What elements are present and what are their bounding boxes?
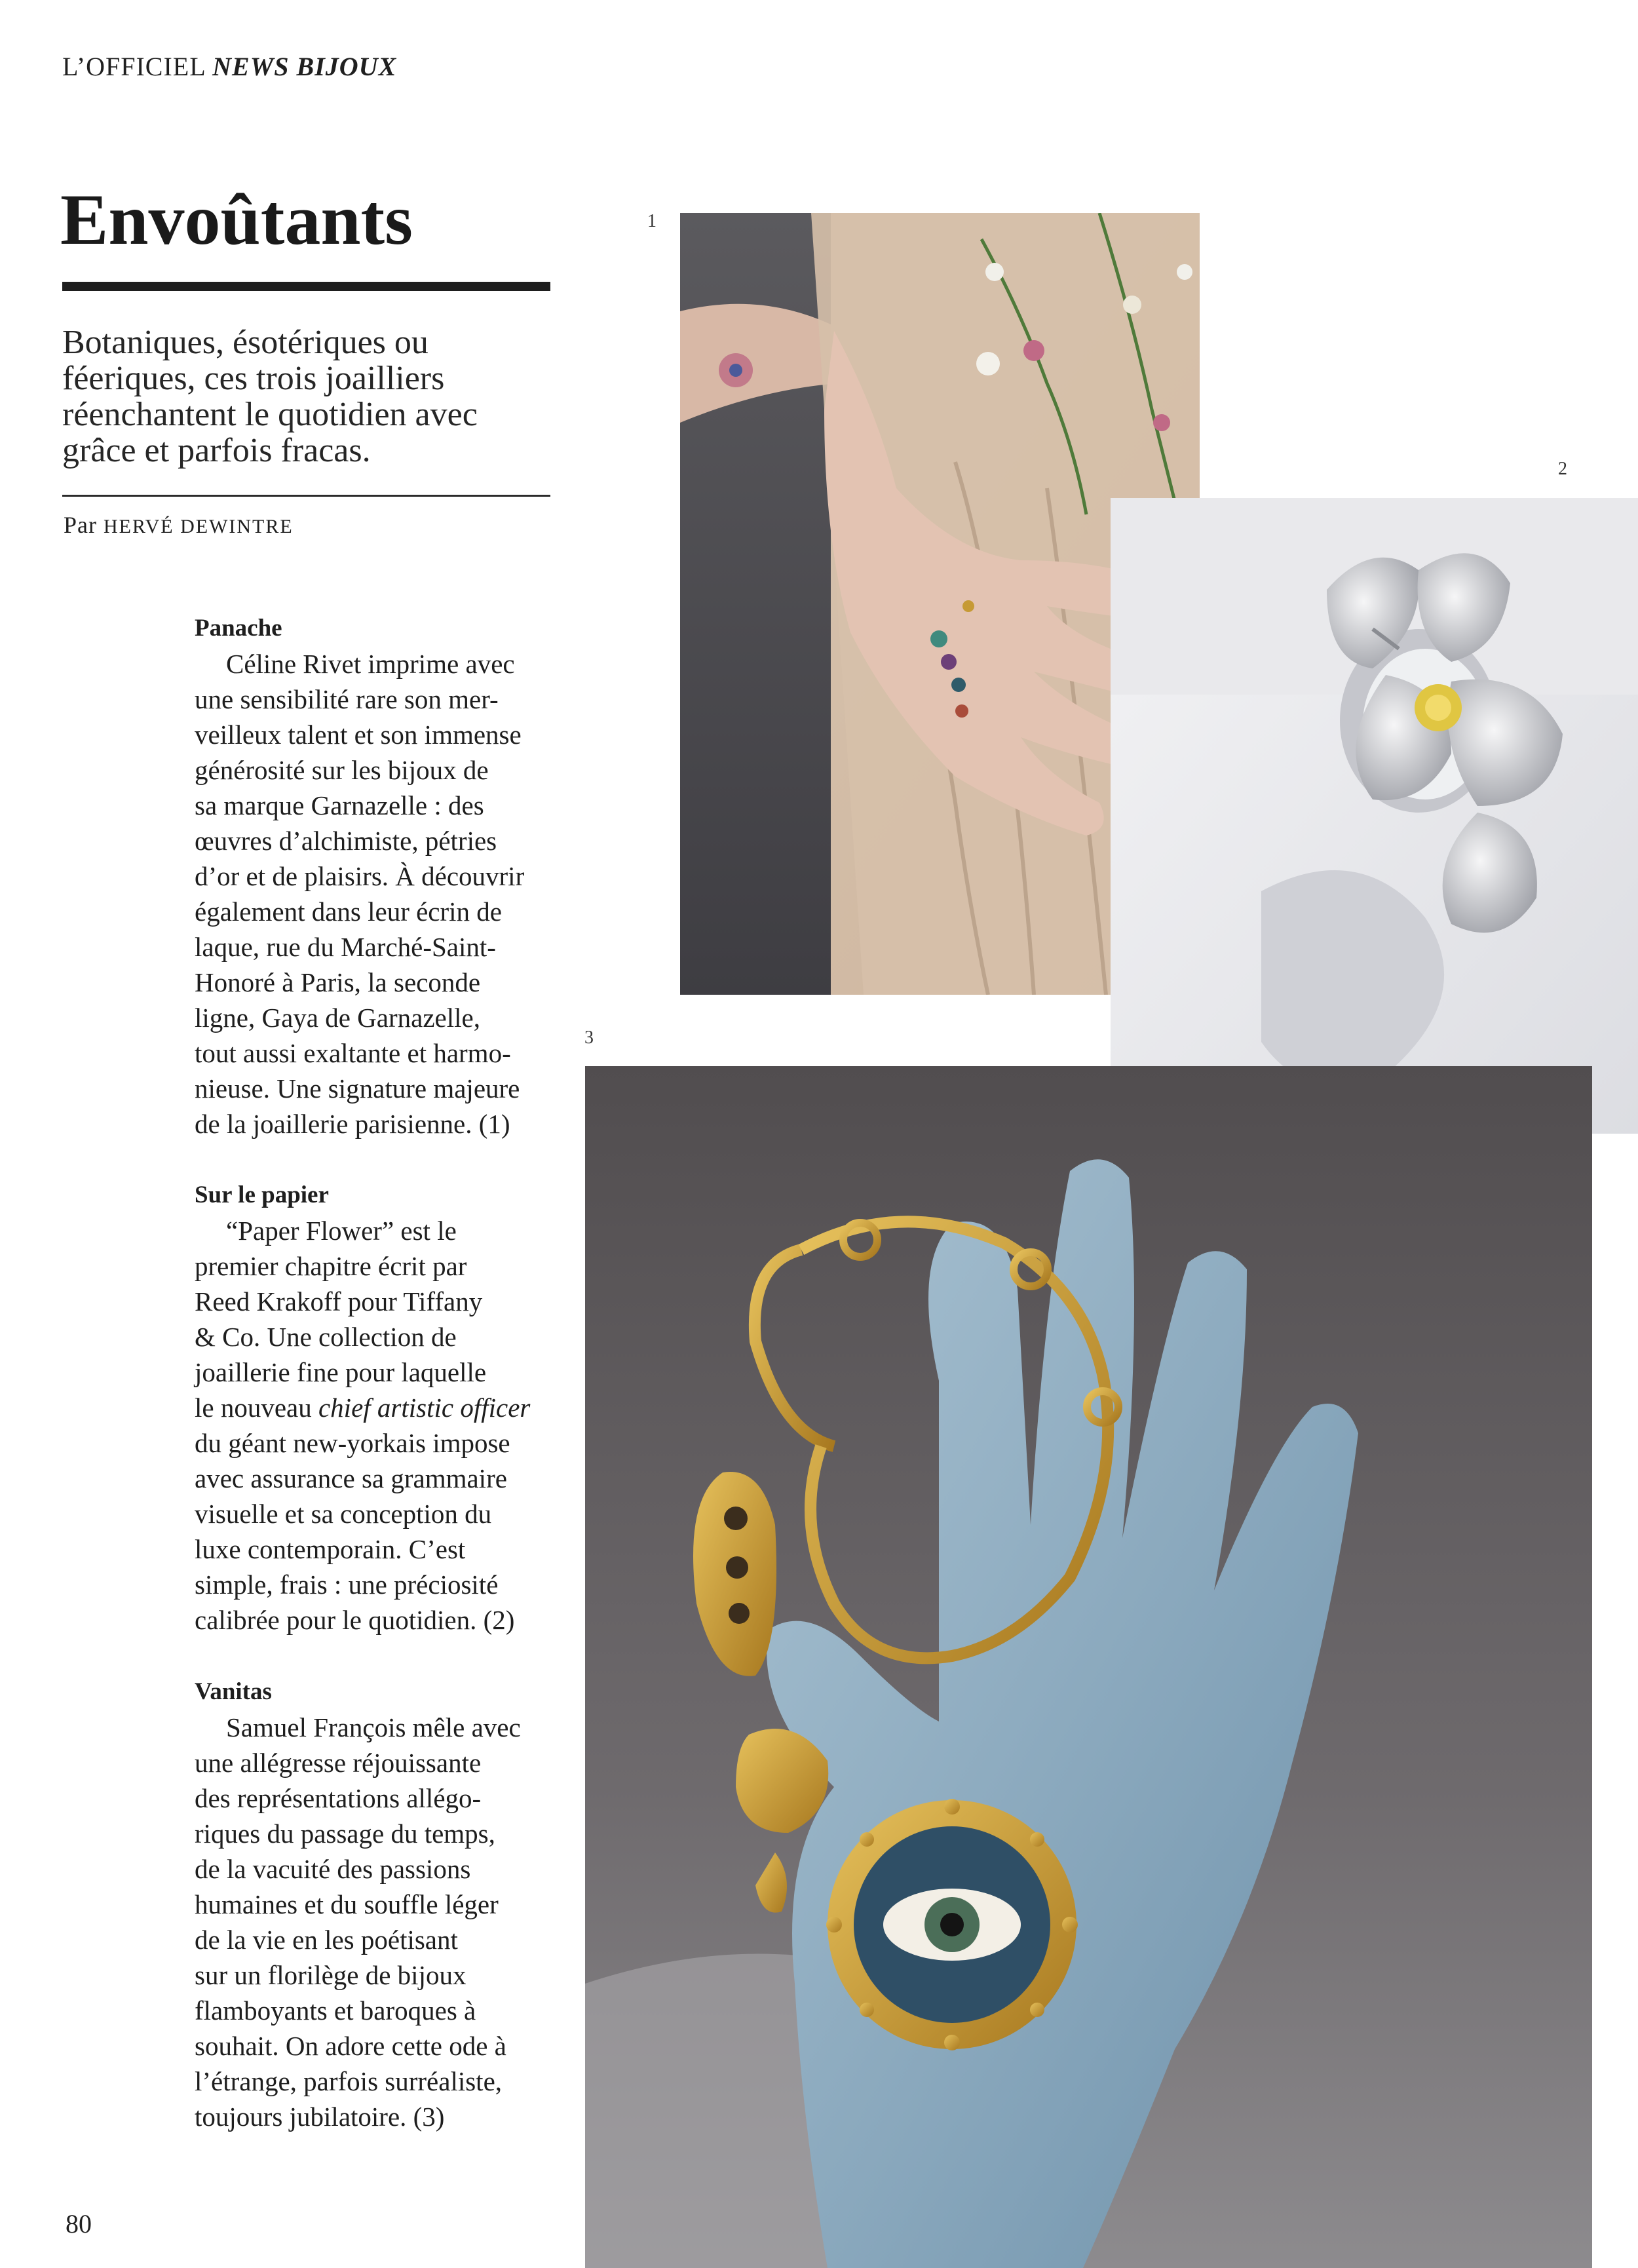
title-rule: [62, 282, 550, 291]
section-text-part: Céline Rivet imprime avec une sensibilité rare son mer- veilleux talent et son immense générosité sur les bijoux de sa marque Garnazelle : des œuvres d’alchimiste, pétries d’or et de plaisirs. À découvrir également dans leur écrin de laque, rue du Marché-Saint- Honoré à Paris, la seconde ligne, Gaya de Garnazelle, tout aussi exaltante et harmo- nieuse. Une signature majeure de la joaillerie parisienne. (1): [195, 649, 525, 1139]
lede-rule: [62, 495, 550, 497]
figure-number-1: 1: [647, 211, 657, 231]
gold-eye-bracelet-on-blue-hand-photo: [585, 1066, 1592, 2268]
byline-prefix: Par: [64, 512, 97, 538]
section-sur-le-papier: [195, 1178, 562, 1638]
byline-author: HERVÉ DEWINTRE: [104, 516, 294, 537]
figure-number-2: 2: [1558, 459, 1567, 479]
figure-number-3: 3: [584, 1028, 594, 1048]
section-text-part: du géant new-yorkais impose avec assurance sa grammaire visuelle et sa conception du luxe contemporain. C’est simple, frais : une préciosité calibrée pour le quotidien. (2): [195, 1428, 515, 1635]
section-heading: Sur le papier: [195, 1182, 329, 1208]
section-text-italic: chief artistic officer: [318, 1393, 531, 1423]
page-number: 80: [66, 2209, 92, 2239]
section-text-part: Samuel François mêle avec une allégresse réjouissante des représentations allégo- riques du passage du temps, de la vacuité des passions humaines et du souffle léger de la vie en les poétisant sur un florilège de bijoux flamboyants et baroques à souhait. On adore cette ode à l’étrange, parfois surréaliste, toujours jubilatoire. (3): [195, 1712, 521, 2132]
section-text: [195, 1213, 562, 1638]
section-text: [195, 646, 562, 1142]
section-text-part: “Paper Flower” est le premier chapitre écrit par Reed Krakoff pour Tiffany & Co. Une collection de joaillerie fine pour laquelle le nouveau: [195, 1216, 487, 1423]
section-name: NEWS BIJOUX: [212, 52, 397, 81]
section-text: [195, 1710, 562, 2134]
byline: [64, 511, 294, 539]
magazine-header: [62, 51, 396, 82]
diamond-flower-ring-photo: [1111, 498, 1638, 1134]
section-heading: Vanitas: [195, 1678, 272, 1705]
magazine-name: L’OFFICIEL: [62, 52, 206, 81]
section-panache: [195, 611, 562, 1142]
article-title: Envoûtants: [60, 180, 413, 259]
article-lede: Botaniques, ésotériques ou féeriques, ces trois joailliers réenchantent le quotidien avec grâce et parfois fracas.: [62, 324, 478, 469]
section-heading: Panache: [195, 615, 282, 642]
section-vanitas: [195, 1674, 562, 2134]
